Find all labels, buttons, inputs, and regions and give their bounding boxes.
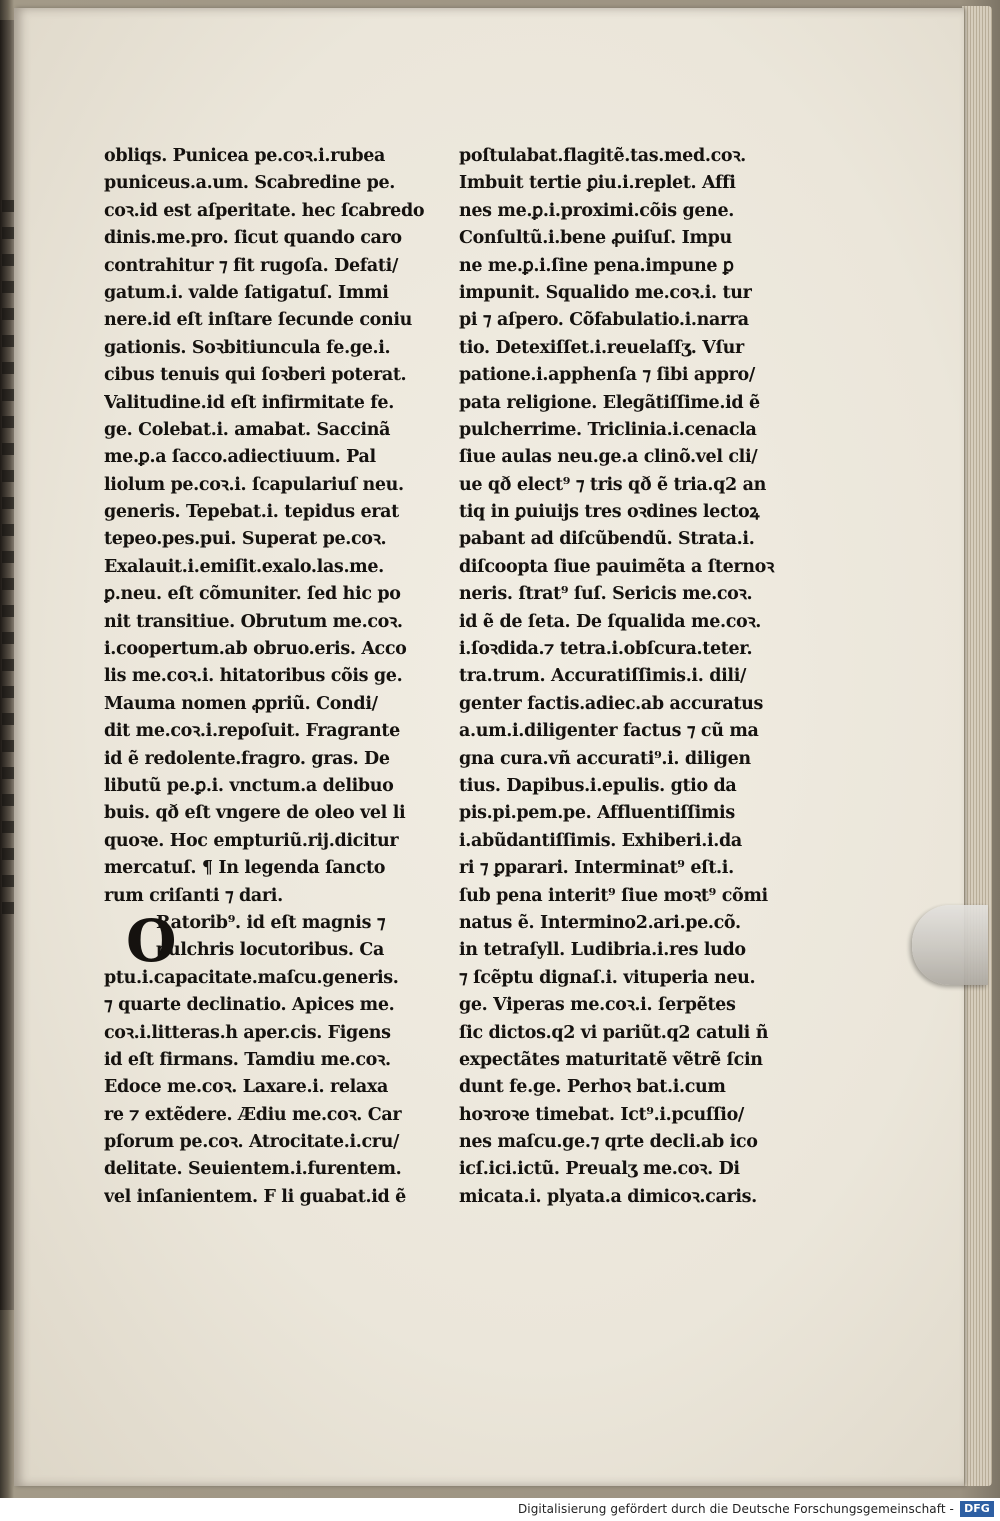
text-line: ge. Colebat.i. amabat. Saccinã [104, 419, 391, 440]
text-line: delitate. Seuientem.i.furentem. [104, 1159, 402, 1180]
text-line: i.ſoꝛdida.⁊ tetra.i.obſcura.teter. [459, 639, 753, 660]
text-line: diſcoopta ſiue pauimẽta a ſternoꝛ [459, 556, 774, 577]
text-line: Ratorib⁹. id eſt magnis ⁊ [156, 912, 386, 933]
text-line: natus ẽ. Intermino2.ari.pe.cõ. [459, 912, 741, 933]
text-line: gatum.i. valde ſatigatuſ. Immi [104, 282, 389, 303]
text-line: ptu.i.capacitate.maſcu.generis. [104, 967, 399, 988]
text-line: puniceus.a.um. Scabredine pe. [104, 173, 396, 194]
text-line: gationis. Soꝛbitiuncula fe.ge.i. [104, 337, 391, 358]
text-line: ⁊ ſcẽptu dignaſ.i. vituperia neu. [459, 967, 756, 988]
text-line: ue qð elect⁹ ⁊ tris qð ẽ tria.q2 an [459, 474, 766, 495]
text-line: dit me.coꝛ.i.repoſuit. Fragrante [104, 721, 400, 742]
text-line: obliqs. Punicea pe.coꝛ.i.rubea [104, 146, 386, 166]
text-line: Edoce me.coꝛ. Laxare.i. relaxa [104, 1077, 388, 1098]
text-line: expectãtes maturitatẽ vẽtrẽ ſcin [459, 1049, 763, 1070]
text-line: re ⁊ extẽdere. Ædiu me.coꝛ. Car [104, 1104, 402, 1125]
text-line: ſiue aulas neu.ge.a clinõ.vel cli/ [459, 447, 758, 468]
text-line: Mauma nomen ꝓpriũ. Condi/ [104, 693, 378, 714]
dfg-logo: DFG [960, 1501, 994, 1517]
new-entry-block [104, 906, 449, 1211]
text-line: pulcherrime. Triclinia.i.cenacla [459, 419, 757, 440]
text-line: Valitudine.id eſt infirmitate fe. [104, 392, 394, 413]
text-line: icſ.ici.ictũ. Preualʒ me.coꝛ. Di [459, 1159, 740, 1180]
text-line: i.abũdantiſſimis. Exhiberi.i.da [459, 830, 742, 851]
text-line: buis. qð eſt vngere de oleo vel li [104, 803, 406, 824]
text-line: in tetraſyll. Ludibria.i.res ludo [459, 940, 746, 961]
text-line: id eſt firmans. Tamdiu me.coꝛ. [104, 1049, 391, 1070]
text-line: me.ꝑ.a ſacco.adiectiuum. Pal [104, 447, 376, 468]
text-line: id ẽ de ſeta. De ſqualida me.coꝛ. [459, 611, 762, 632]
text-line: pis.pi.pem.pe. Affluentiſſimis [459, 803, 735, 824]
text-line: ne me.ꝑ.i.ſine pena.impune ꝑ [459, 255, 734, 276]
text-line: a.um.i.diligenter factus ⁊ cũ ma [459, 721, 759, 742]
text-line: nes me.ꝑ.i.proximi.cõis gene. [459, 200, 735, 221]
text-line: hoꝛroꝛe timebat. Ict⁹.i.pcuſſio/ [459, 1104, 744, 1125]
text-line: pulchris locutoribus. Ca [156, 940, 384, 961]
text-line: i.coopertum.ab obruo.eris. Acco [104, 639, 407, 660]
text-line: coꝛ.i.litteras.h aper.cis. Figens [104, 1022, 391, 1043]
text-line: rum criſanti ⁊ dari. [104, 885, 283, 906]
text-line: ge. Viperas me.coꝛ.i. ſerpẽtes [459, 995, 736, 1016]
text-line: pſorum pe.coꝛ. Atrocitate.i.cru/ [104, 1132, 400, 1153]
text-line: dunt fe.ge. Perhoꝛ bat.i.cum [459, 1077, 726, 1098]
text-line: Imbuit tertie ꝑiu.i.replet. Affi [459, 173, 736, 194]
text-line: coꝛ.id est aſperitate. hec ſcabredo [104, 200, 425, 221]
text-line: Exalauit.i.emiſit.exalo.las.me. [104, 556, 384, 577]
text-line: libutũ pe.ꝑ.i. vnctum.a delibuo [104, 775, 394, 796]
text-line: tius. Dapibus.i.epulis. gtio da [459, 775, 737, 796]
text-line: nes maſcu.ge.⁊ qrte decli.ab ico [459, 1132, 758, 1153]
footer-credit: Digitalisierung gefördert durch die Deutsche Forschungsgemeinschaft - [517, 1502, 954, 1516]
text-line: gna cura.vñ accurati⁹.i. diligen [459, 748, 751, 769]
text-column-left [104, 143, 449, 1211]
text-line: ſub pena interit⁹ ſiue moꝛt⁹ cõmi [459, 885, 768, 906]
text-line: poſtulabat.flagitẽ.tas.med.coꝛ. [459, 146, 746, 166]
text-line: mercatuſ. ¶ In legenda ſancto [104, 858, 386, 879]
text-line: tepeo.pes.pui. Superat pe.coꝛ. [104, 529, 387, 550]
text-line: liolum pe.coꝛ.i. ſcapulariuſ neu. [104, 474, 404, 495]
text-line: impunit. Squalido me.coꝛ.i. tur [459, 282, 752, 303]
text-line: patione.i.apphenſa ⁊ ſibi appro/ [459, 365, 755, 386]
text-line: neris. ſtrat⁹ ſuſ. Sericis me.coꝛ. [459, 584, 753, 605]
text-column-right [459, 143, 799, 1211]
text-line: ꝑ.neu. eſt cõmuniter. ſed hic po [104, 584, 401, 605]
text-line: tra.trum. Accuratiſſimis.i. dili/ [459, 666, 747, 687]
page-clip [912, 905, 988, 985]
text-line: quoꝛe. Hoc empturiũ.rij.dicitur [104, 830, 399, 851]
text-line: dinis.me.pro. ſicut quando caro [104, 228, 402, 249]
text-line: tiq in ꝑuiuijs tres oꝛdines lectoꝝ [459, 502, 760, 523]
text-line: pabant ad diſcũbendũ. Strata.i. [459, 529, 755, 550]
text-line: nere.id eſt inſtare ſecunde coniu [104, 310, 412, 331]
text-line: vel inſanientem. F li guabat.id ẽ [104, 1186, 406, 1207]
text-line: tio. Detexiſſet.i.reuelaſſʒ. Vſur [459, 337, 744, 358]
text-line: Conſultũ.i.bene ꝓuiſuſ. Impu [459, 228, 732, 249]
text-line: pi ⁊ aſpero. Cõfabulatio.i.narra [459, 310, 749, 331]
text-line: lis me.coꝛ.i. hitatoribus cõis ge. [104, 666, 403, 687]
text-line: cibus tenuis qui ſoꝛberi poterat. [104, 365, 407, 386]
text-line: contrahitur ⁊ fit rugoſa. Defati/ [104, 255, 398, 276]
text-line: ri ⁊ ꝑparari. Interminat⁹ eſt.i. [459, 858, 734, 879]
text-line: genter factis.adiec.ab accuratus [459, 693, 763, 714]
text-line: ſic dictos.q2 vi pariũt.q2 catuli ñ [459, 1022, 769, 1043]
drop-initial-letter: O [126, 906, 177, 975]
text-line: ⁊ quarte declinatio. Apices me. [104, 995, 395, 1016]
page-edge-stack [962, 6, 992, 1486]
text-line: micata.i. plyata.a dimicoꝛ.caris. [459, 1186, 757, 1207]
text-line: generis. Tepebat.i. tepidus erat [104, 502, 399, 523]
text-line: id ẽ redolente.fragro. gras. De [104, 748, 390, 769]
text-line: nit transitiue. Obrutum me.coꝛ. [104, 611, 403, 632]
text-line: pata religione. Elegãtiſſime.id ẽ [459, 392, 760, 413]
